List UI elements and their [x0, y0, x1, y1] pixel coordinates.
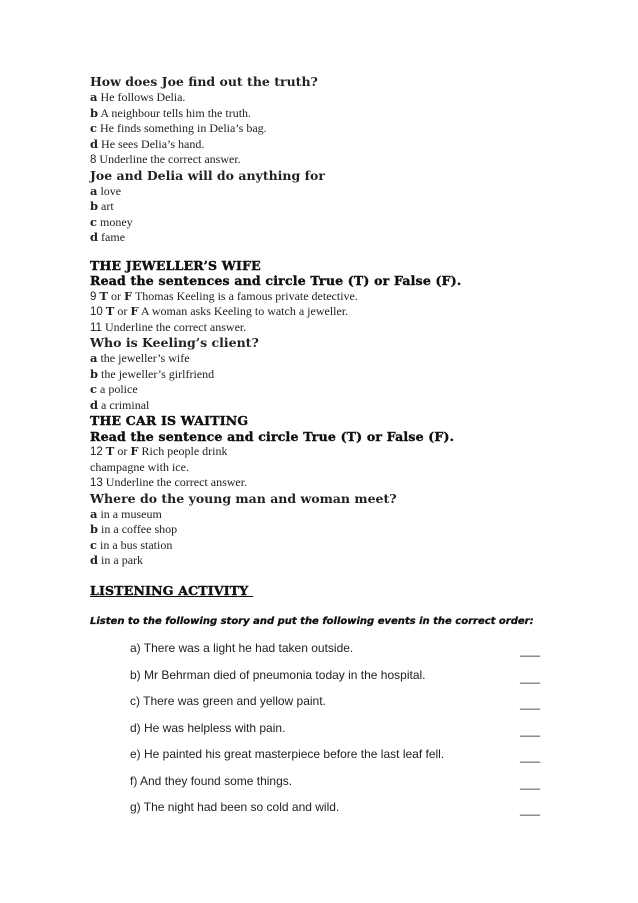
question-9: 9 T or F Thomas Keeling is a famous private detective.: [90, 288, 358, 303]
section-instruction: Read the sentence and circle True (T) or False (F).: [90, 428, 455, 444]
event-item: b) Mr Behrman died of pneumonia today in the hospital. ___: [130, 667, 540, 684]
option-d: d He sees Delia’s hand.: [90, 136, 205, 151]
question-10: 10 T or F A woman asks Keeling to watch a jeweller.: [90, 304, 349, 318]
answer-blank: ___: [519, 722, 540, 737]
option-a: a in a museum: [90, 506, 162, 521]
option-d: d in a park: [90, 553, 144, 567]
option-a: a the jeweller’s wife: [90, 351, 190, 365]
section-title-jewellers-wife: THE JEWELLER’S WIFE: [90, 257, 261, 273]
event-item: e) He painted his great masterpiece before the last leaf fell. ___: [130, 747, 540, 763]
event-item: c) There was green and yellow paint. ___: [130, 694, 540, 710]
option-b: b A neighbour tells him the truth.: [90, 105, 252, 120]
question-13-instruction: 13 Underline the correct answer.: [90, 475, 248, 489]
question-8-text: Joe and Delia will do anything for: [90, 167, 325, 183]
section-instruction: Read the sentences and circle True (T) or False (F).: [90, 273, 462, 288]
option-d: d fame: [90, 230, 126, 244]
option-c: c money: [90, 214, 133, 229]
answer-blank: ___: [519, 643, 540, 657]
listening-activity-title: LISTENING ACTIVITY: [90, 582, 253, 598]
question-8-instruction: 8 Underline the correct answer.: [90, 152, 241, 166]
worksheet-page: [90, 74, 560, 629]
option-a: a love: [90, 183, 122, 198]
answer-blank: ___: [519, 802, 540, 816]
option-a: a He follows Delia.: [90, 90, 186, 104]
question-11-text: Who is Keeling’s client?: [90, 335, 259, 350]
event-item: g) The night had been so cold and wild. ___: [130, 800, 540, 816]
answer-blank: ___: [519, 775, 540, 790]
option-b: b in a coffee shop: [90, 522, 178, 536]
answer-blank: ___: [519, 669, 540, 684]
event-item: a) There was a light he had taken outside. ___: [130, 641, 540, 657]
option-c: c He finds something in Delia’s bag.: [90, 121, 267, 135]
event-item: f) And they found some things. ___: [130, 773, 540, 790]
option-d: d a criminal: [90, 397, 150, 412]
question-11-instruction: 11 Underline the correct answer.: [90, 319, 247, 334]
events-list: [130, 640, 540, 826]
option-b: b the jeweller’s girlfriend: [90, 366, 215, 381]
question-7-text: How does Joe find out the truth?: [90, 74, 318, 89]
answer-blank: ___: [519, 749, 540, 763]
event-item: d) He was helpless with pain. ___: [130, 720, 540, 737]
question-12: 12 T or F Rich people drink: [90, 444, 228, 458]
option-c: c a police: [90, 382, 138, 396]
option-c: c in a bus station: [90, 537, 173, 552]
question-13-text: Where do the young man and woman meet?: [90, 490, 397, 506]
listening-instruction: Listen to the following story and put the following events in the correct order:: [90, 615, 534, 627]
section-title-car-is-waiting: THE CAR IS WAITING: [90, 413, 249, 428]
answer-blank: ___: [519, 696, 540, 710]
option-b: b art: [90, 199, 114, 213]
question-12-continued: champagne with ice.: [90, 459, 189, 474]
